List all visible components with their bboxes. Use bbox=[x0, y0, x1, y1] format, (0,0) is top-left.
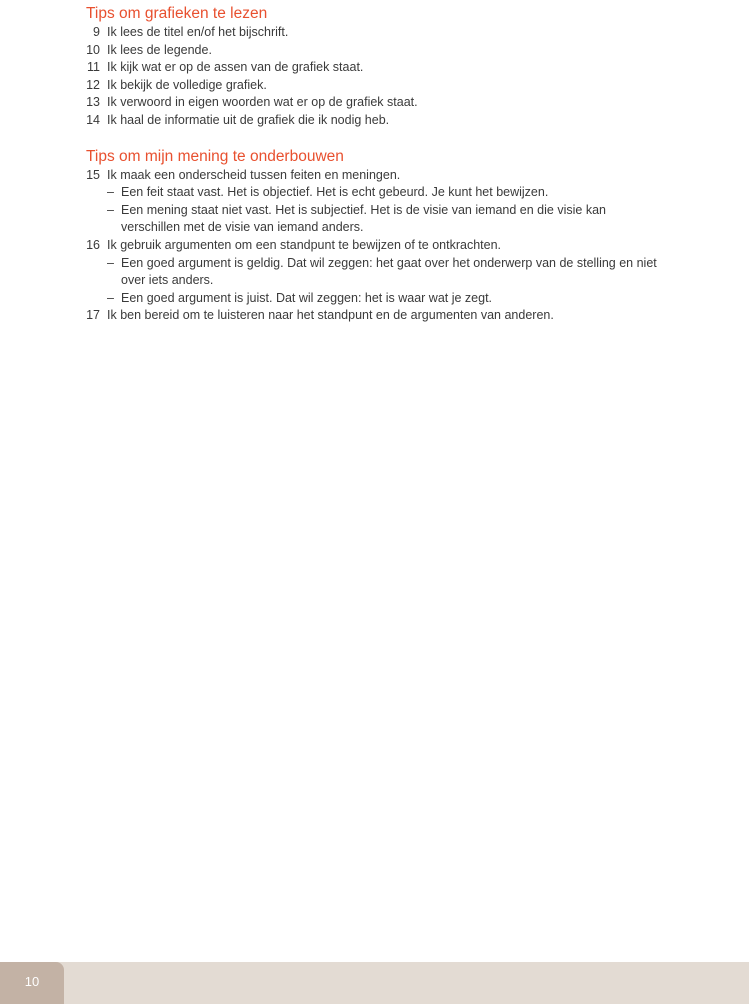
page-content bbox=[86, 4, 666, 325]
item-text: Ik ben bereid om te luisteren naar het standpunt en de argumenten van anderen. bbox=[107, 308, 554, 323]
sub-item-text: Een goed argument is juist. Dat wil zeggen: het is waar wat je zegt. bbox=[121, 290, 493, 305]
item-number: 10 bbox=[86, 42, 100, 57]
item-number: 9 bbox=[93, 25, 100, 39]
footer-bar bbox=[0, 962, 749, 1004]
item-text: Ik verwoord in eigen woorden wat er op de grafiek staat. bbox=[107, 95, 418, 110]
sub-list-item bbox=[107, 255, 666, 290]
list-item bbox=[86, 42, 666, 60]
section-heading-graph-tips: Tips om grafieken te lezen bbox=[86, 5, 268, 22]
item-text: Ik bekijk de volledige grafiek. bbox=[107, 77, 267, 92]
opinion-tips-list bbox=[86, 167, 666, 325]
dash-bullet: – bbox=[107, 202, 114, 217]
dash-bullet: – bbox=[107, 290, 114, 305]
item-text: Ik kijk wat er op de assen van de grafiek staat. bbox=[107, 60, 364, 75]
list-item bbox=[86, 112, 666, 130]
item-number: 14 bbox=[86, 112, 100, 127]
page-number: 10 bbox=[24, 974, 40, 989]
list-item bbox=[86, 77, 666, 95]
item-number: 15 bbox=[86, 167, 100, 182]
sub-list bbox=[107, 184, 666, 237]
list-item bbox=[86, 24, 666, 42]
item-number: 17 bbox=[86, 308, 100, 323]
item-number: 12 bbox=[86, 77, 100, 92]
sub-list bbox=[107, 255, 666, 308]
list-item bbox=[86, 94, 666, 112]
sub-list-item bbox=[107, 290, 666, 308]
dash-bullet: – bbox=[107, 185, 114, 200]
item-text: Ik maak een onderscheid tussen feiten en meningen. bbox=[107, 167, 401, 182]
item-number: 11 bbox=[87, 60, 100, 75]
sub-list-item bbox=[107, 202, 666, 237]
list-item bbox=[86, 59, 666, 77]
item-number: 16 bbox=[86, 237, 100, 252]
item-number: 13 bbox=[86, 95, 100, 110]
sub-item-text: Een mening staat niet vast. Het is subjectief. Het is de visie van iemand en die visie kan verschillen met de visie van iemand anders. bbox=[121, 202, 606, 235]
section-heading-opinion-tips: Tips om mijn mening te onderbouwen bbox=[86, 147, 344, 165]
list-item bbox=[86, 237, 666, 307]
dash-bullet: – bbox=[107, 255, 114, 270]
graph-tips-list bbox=[86, 24, 666, 130]
list-item bbox=[86, 167, 666, 237]
sub-item-text: Een feit staat vast. Het is objectief. Het is echt gebeurd. Je kunt het bewijzen. bbox=[121, 185, 549, 200]
sub-item-text: Een goed argument is geldig. Dat wil zeggen: het gaat over het onderwerp van de stelling en niet over iets anders. bbox=[121, 255, 657, 288]
item-text: Ik gebruik argumenten om een standpunt te bewijzen of te ontkrachten. bbox=[107, 237, 501, 252]
item-text: Ik haal de informatie uit de grafiek die ik nodig heb. bbox=[107, 112, 390, 127]
list-item bbox=[86, 307, 666, 325]
item-text: Ik lees de titel en/of het bijschrift. bbox=[107, 25, 289, 39]
item-text: Ik lees de legende. bbox=[107, 42, 212, 57]
sub-list-item bbox=[107, 184, 666, 202]
page-number-tab bbox=[0, 962, 64, 1004]
